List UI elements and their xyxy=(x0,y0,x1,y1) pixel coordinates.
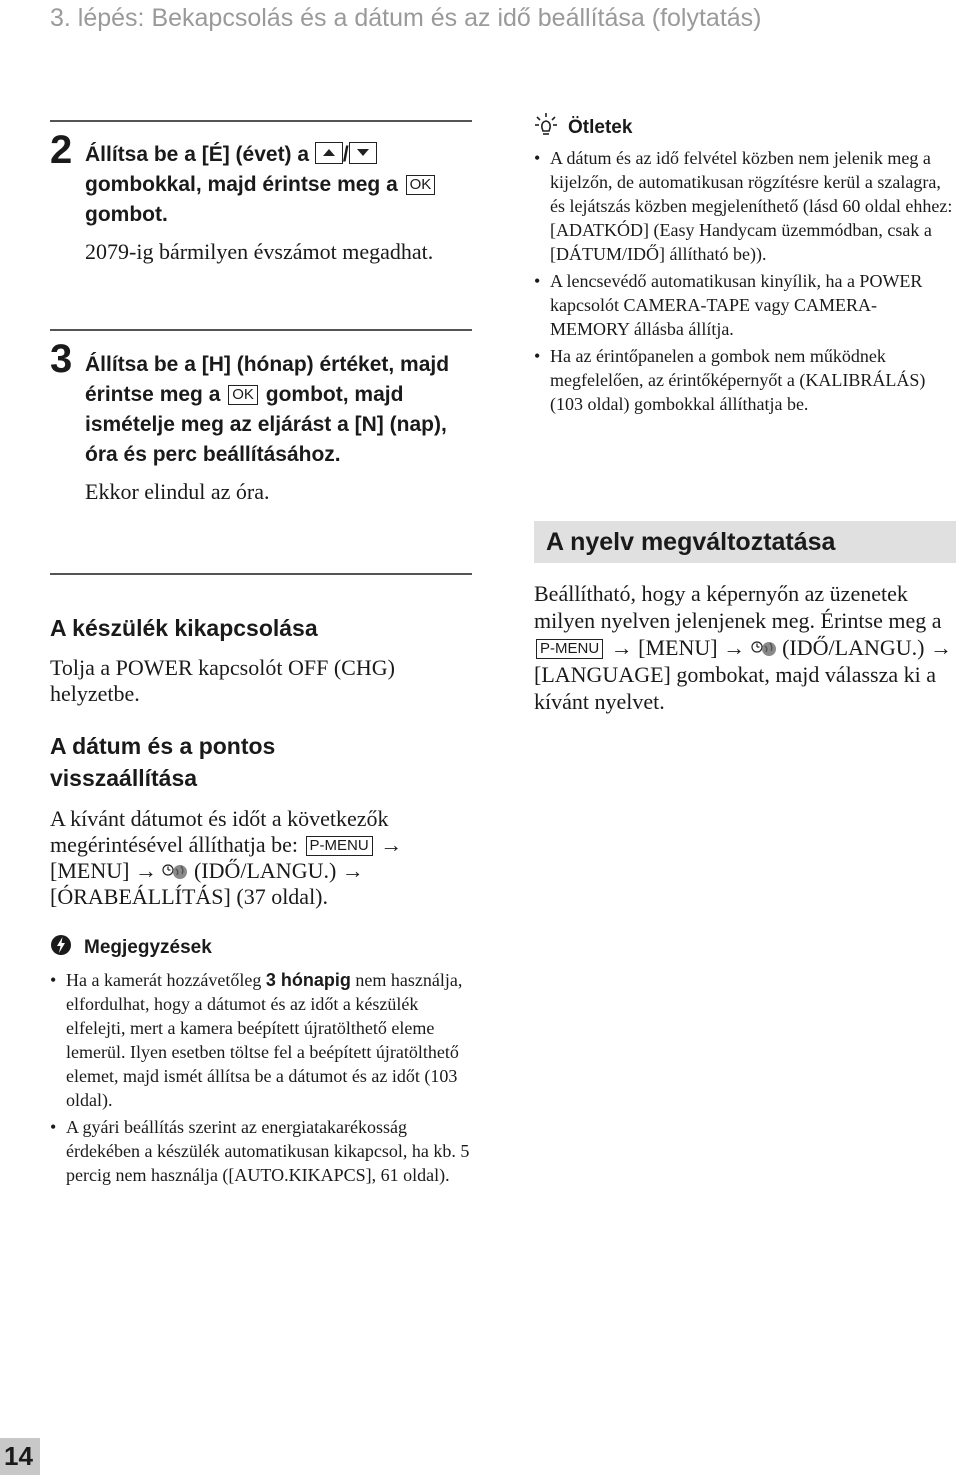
divider xyxy=(50,329,472,331)
step-3-title xyxy=(85,350,470,470)
arrow-icon: → xyxy=(380,832,403,857)
lightbulb-icon xyxy=(534,112,558,138)
list-item: • A dátum és az idő felvétel közben nem jelenik meg a kijelzőn, de automatikusan rögzítésre kerül a szalagra, és lejátszás közben megjeleníthető (lásd 60 oldal ehhez: [ADATKÓD] (Easy Handycam üzemmódban, csak a [DÁTUM/IDŐ] állítható be)). xyxy=(534,146,954,266)
note-text: nem használja, elfordulhat, hogy a dátumot és az időt a készülék elfelejti, mert a kamera beépített újratölthető eleme lemerül. Ilyen esetben töltse fel a beépített újratölthető elemet, majd ismét állítsa be a dátumot és az időt (103 oldal). xyxy=(66,970,463,1110)
list-item: • A gyári beállítás szerint az energiatakarékosság érdekében a készülék automatikusan kikapcsol, ha kb. 5 percig nem használja ([AUTO.KIKAPCS], 61 oldal). xyxy=(50,1115,470,1187)
arrow-icon: → xyxy=(723,635,746,660)
power-off-text: Tolja a POWER kapcsolót OFF (CHG) helyzetbe. xyxy=(50,655,395,706)
step-2-text: gombokkal, majd érintse meg a xyxy=(85,173,398,196)
arrow-icon: → xyxy=(929,635,952,660)
ok-button-icon: OK xyxy=(406,175,436,195)
list-item: • Ha az érintőpanelen a gombok nem működnek megfelelően, az érintőképernyőt a (KALIBRÁLÁS) (103 oldal) gombokkal állíthatja be. xyxy=(534,344,954,416)
down-arrow-icon xyxy=(349,142,377,164)
p-menu-button-icon: P-MENU xyxy=(306,836,373,856)
divider xyxy=(50,573,472,575)
language-text-part: Érintse meg a xyxy=(820,608,942,633)
arrow-icon: → xyxy=(341,858,364,883)
reset-date-text-part: [MENU] xyxy=(50,858,130,883)
language-text xyxy=(534,580,954,715)
language-text-part: [LANGUAGE] gombokat, majd válassza ki a kívánt nyelvet. xyxy=(534,662,937,714)
section-heading-power-off: A készülék kikapcsolása xyxy=(50,615,318,641)
step-2-text: gombot. xyxy=(85,203,168,226)
note-bold-text: 3 hónapig xyxy=(265,970,351,990)
tips-list xyxy=(534,146,954,419)
tips-heading: Ötletek xyxy=(568,117,633,138)
list-item xyxy=(50,968,470,1112)
tips-header xyxy=(534,112,632,139)
up-arrow-icon xyxy=(315,142,343,164)
step-2-text: Állítsa be a [É] (évet) a xyxy=(85,143,310,166)
section-heading-language: A nyelv megváltoztatása xyxy=(546,528,836,556)
reset-date-text-part: [ÓRABEÁLLÍTÁS] (37 oldal). xyxy=(50,884,329,909)
page-header-title: 3. lépés: Bekapcsolás és a dátum és az idő beállítása (folytatás) xyxy=(50,4,762,32)
step-2-title: Állítsa be a [É] (évet) a / gombokkal, majd érintse meg a OK gombot. xyxy=(85,140,470,230)
note-text: Ha a kamerát hozzávetőleg xyxy=(66,970,262,990)
language-text-part: Beállítható, hogy a képernyőn az üzenetek milyen nyelven jelenjenek meg. xyxy=(534,581,908,633)
reset-date-text xyxy=(50,806,475,910)
page-number-tab xyxy=(0,1438,40,1475)
step-3-text: Állítsa be a [H] (hónap) értéket, majd érintse meg a xyxy=(85,353,450,406)
notes-heading: Megjegyzések xyxy=(84,937,212,958)
arrow-icon: → xyxy=(134,858,157,883)
language-text-part: (IDŐ/LANGU.) xyxy=(782,635,925,660)
clock-globe-icon xyxy=(751,638,777,658)
divider xyxy=(50,120,472,122)
step-3-note: Ekkor elindul az óra. xyxy=(85,479,270,504)
notes-list xyxy=(50,968,470,1190)
language-text-part: [MENU] xyxy=(638,635,718,660)
step-2 xyxy=(85,140,470,265)
notes-header xyxy=(50,934,212,959)
step-3-text: gombot, majd ismételje meg az eljárást a [N] (nap), óra és perc beállításához. xyxy=(85,383,447,466)
list-item: • A lencsevédő automatikusan kinyílik, ha a POWER kapcsolót CAMERA-TAPE vagy CAMERA-MEMORY állásba állítja. xyxy=(534,269,954,341)
section-heading-reset-date: A dátum és a pontos visszaállítása xyxy=(50,733,276,791)
page-number: 14 xyxy=(4,1441,33,1471)
reset-date-text-part: A kívánt dátumot és időt a következők megérintésével állíthatja be: xyxy=(50,806,389,857)
arrow-icon: → xyxy=(610,635,633,660)
language-section-banner xyxy=(534,521,956,563)
p-menu-button-icon: P-MENU xyxy=(536,639,603,659)
ok-button-icon: OK xyxy=(228,385,258,405)
warning-icon xyxy=(50,934,72,956)
step-3 xyxy=(85,350,470,505)
step-2-note: 2079-ig bármilyen évszámot megadhat. xyxy=(85,239,434,264)
step-number: 2 xyxy=(50,128,73,172)
reset-date-text-part: (IDŐ/LANGU.) xyxy=(193,858,337,883)
step-number: 3 xyxy=(50,337,73,381)
clock-globe-icon xyxy=(162,861,188,881)
